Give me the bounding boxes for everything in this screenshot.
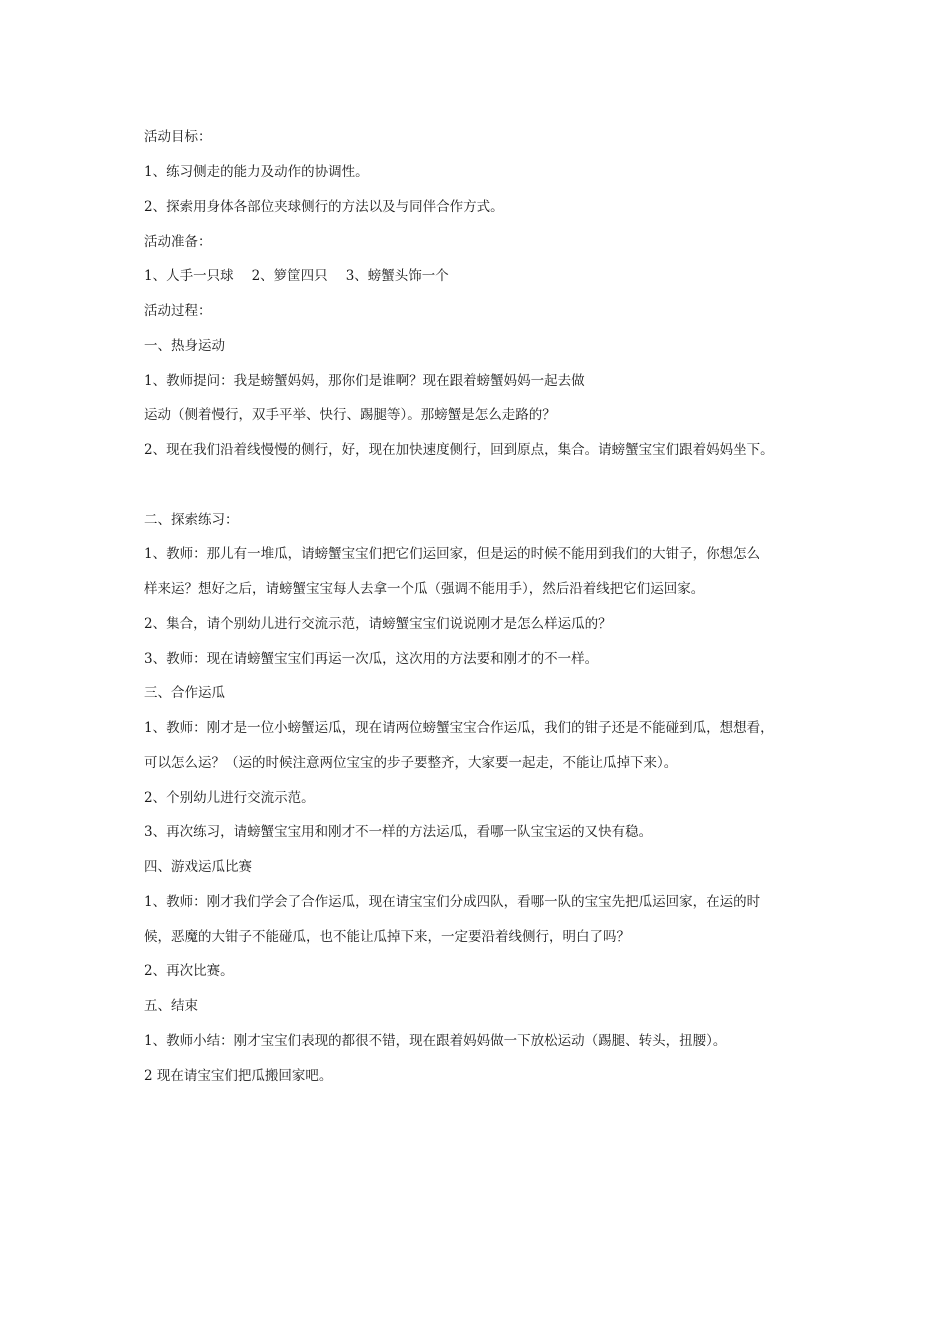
paragraph-line: 可以怎么运？（运的时候注意两位宝宝的步子要整齐，大家要一起走，不能让瓜掉下来）。 [144,755,678,771]
prep-item: 2、箩筐四只 [251,268,328,284]
paragraph-line: 1、教师提问：我是螃蟹妈妈，那你们是谁啊？现在跟着螃蟹妈妈一起去做 [144,373,585,389]
paragraph-line: 1、教师：那儿有一堆瓜，请螃蟹宝宝们把它们运回家，但是运的时候不能用到我们的大钳子，你想怎么 [144,546,761,562]
paragraph-line: 1、教师小结：刚才宝宝们表现的都很不错，现在跟着妈妈做一下放松运动（踢腿、转头，扭腰）。 [144,1033,727,1049]
paragraph-line: 1、教师：刚才是一位小螃蟹运瓜，现在请两位螃蟹宝宝合作运瓜，我们的钳子还是不能碰到瓜，想想看， [144,720,774,736]
goal-item: 1、练习侧走的能力及动作的协调性。 [144,164,369,180]
paragraph-line: 1、教师：刚才我们学会了合作运瓜，现在请宝宝们分成四队，看哪一队的宝宝先把瓜运回家，在运的时 [144,894,761,910]
prep-item: 1、人手一只球 [144,268,234,284]
process-heading: 活动过程： [144,303,212,319]
paragraph-line: 候，恶魔的大钳子不能碰瓜，也不能让瓜掉下来，一定要沿着线侧行，明白了吗？ [144,929,630,945]
paragraph-line: 运动（侧着慢行，双手平举、快行、踢腿等）。那螃蟹是怎么走路的？ [144,407,556,423]
prep-heading: 活动准备： [144,234,212,250]
paragraph-line: 样来运？想好之后，请螃蟹宝宝每人去拿一个瓜（强调不能用手），然后沿着线把它们运回家。 [144,581,705,597]
prep-item: 3、螃蟹头饰一个 [345,268,449,284]
paragraph-line: 3、再次练习，请螃蟹宝宝用和刚才不一样的方法运瓜，看哪一队宝宝运的又快有稳。 [144,824,653,840]
paragraph-line: 2 现在请宝宝们把瓜搬回家吧。 [144,1068,333,1084]
section-heading: 一、热身运动 [144,338,225,354]
paragraph-line: 3、教师：现在请螃蟹宝宝们再运一次瓜，这次用的方法要和刚才的不一样。 [144,651,599,667]
section-heading: 四、游戏运瓜比赛 [144,859,252,875]
section-heading: 三、合作运瓜 [144,685,225,701]
paragraph-line: 2、现在我们沿着线慢慢的侧行，好，现在加快速度侧行，回到原点，集合。请螃蟹宝宝们跟着妈妈坐下。 [144,442,774,458]
paragraph-line: 2、集合，请个别幼儿进行交流示范，请螃蟹宝宝们说说刚才是怎么样运瓜的？ [144,616,612,632]
goals-heading: 活动目标： [144,129,212,145]
prep-items [144,267,449,285]
goal-item: 2、探索用身体各部位夹球侧行的方法以及与同伴合作方式。 [144,199,504,215]
section-heading: 二、探索练习： [144,512,239,528]
paragraph-line: 2、再次比赛。 [144,963,234,979]
paragraph-line: 2、个别幼儿进行交流示范。 [144,790,315,806]
section-heading: 五、结束 [144,998,198,1014]
